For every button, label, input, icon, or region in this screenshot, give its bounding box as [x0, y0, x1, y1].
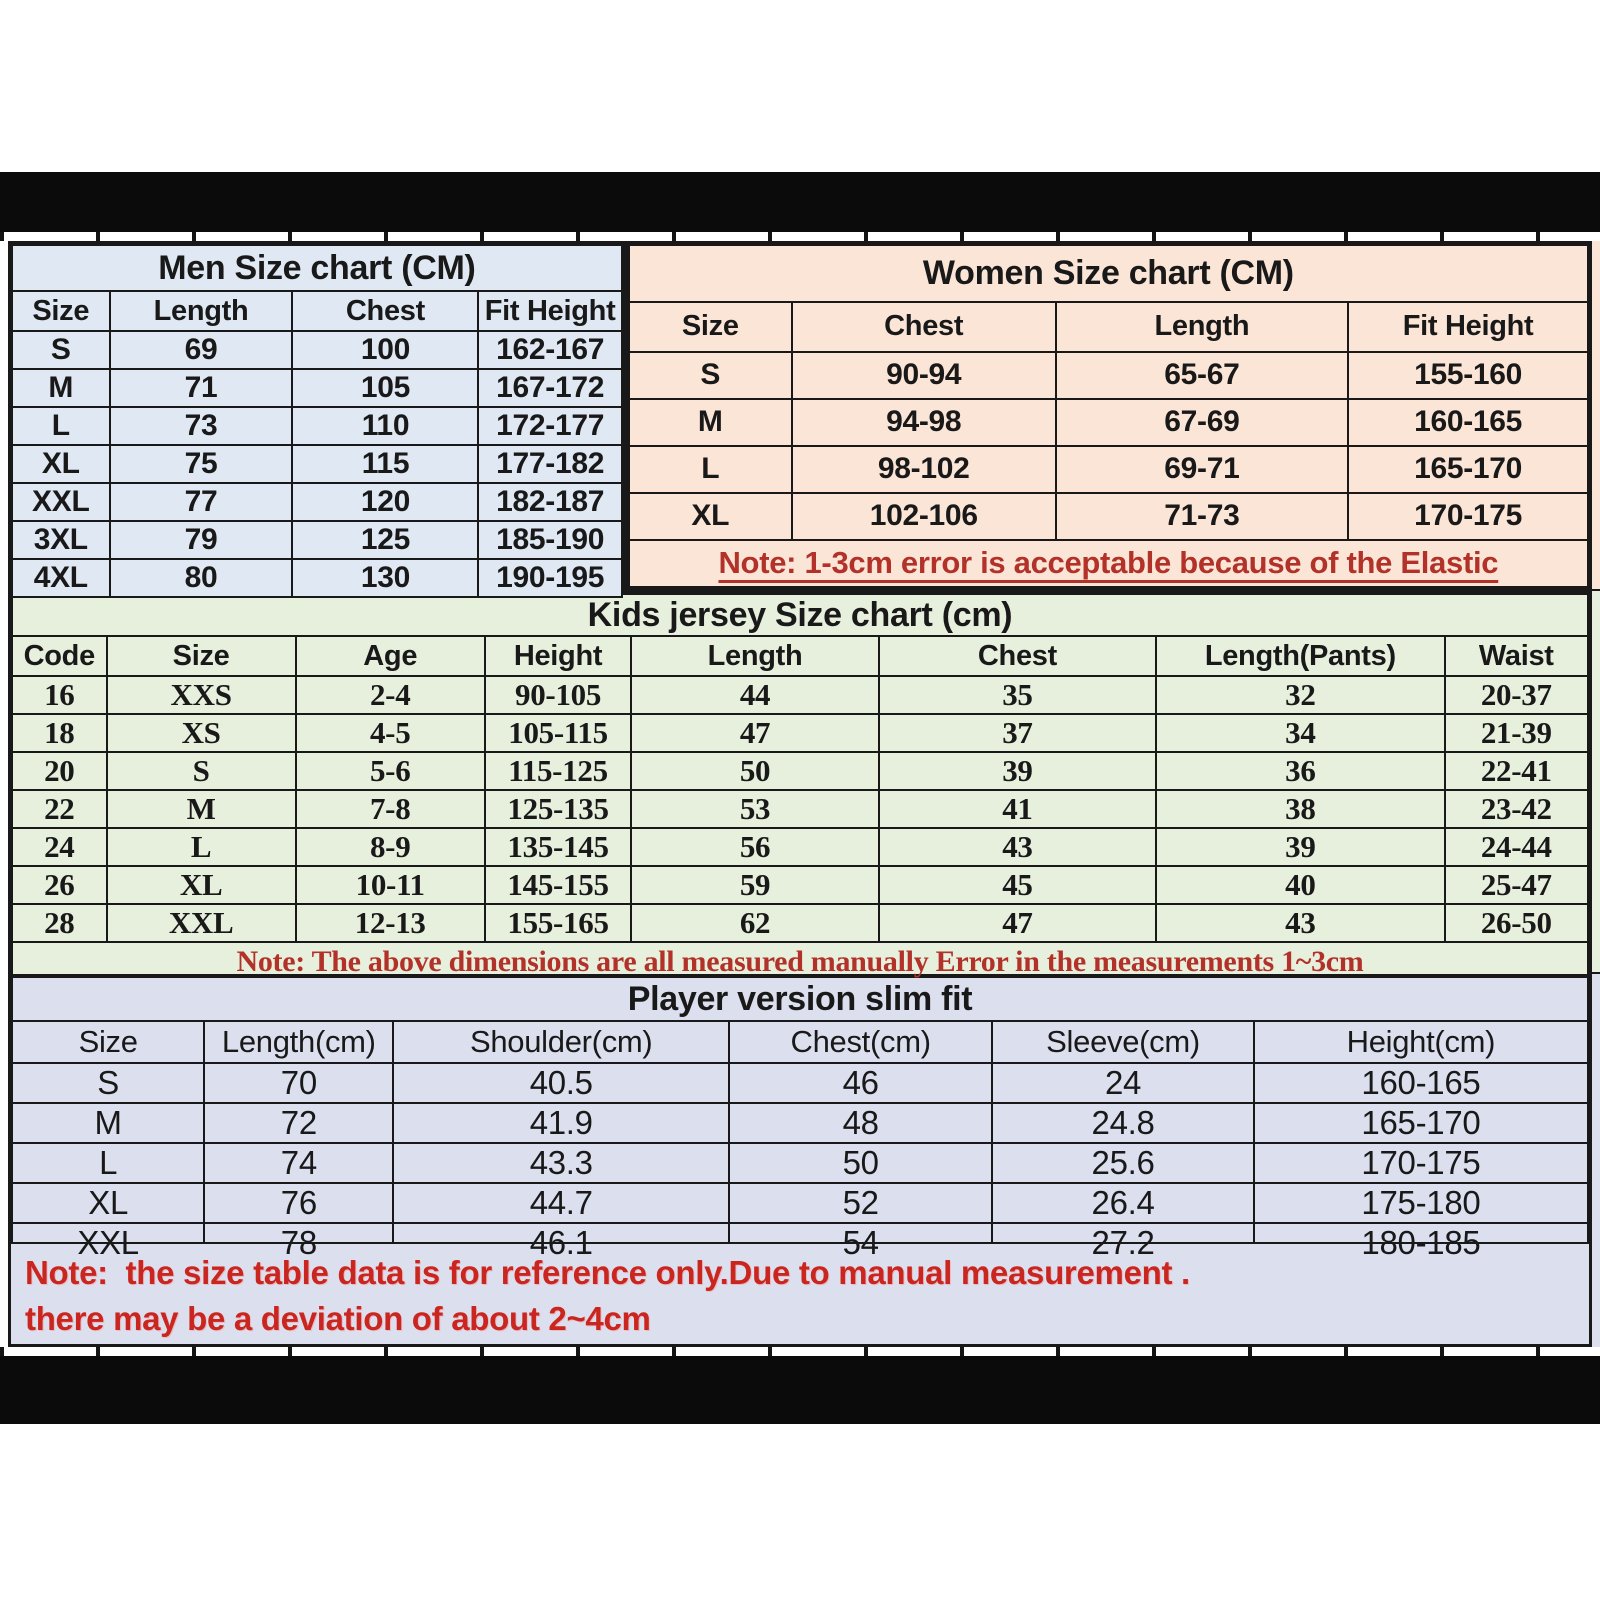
column-header: Height: [485, 636, 632, 676]
cell: 182-187: [478, 483, 621, 521]
cell: 38: [1156, 790, 1444, 828]
table-row: [12, 636, 1588, 676]
cell: S: [107, 752, 296, 790]
cell: L: [12, 1143, 204, 1183]
table-row: [12, 942, 1588, 982]
cell: S: [629, 352, 792, 399]
cell: 50: [631, 752, 878, 790]
bottom-tick-strip: [0, 1347, 1600, 1356]
cell: 32: [1156, 676, 1444, 714]
cell: 23-42: [1445, 790, 1588, 828]
cell: XL: [12, 445, 110, 483]
table-row: [629, 493, 1588, 540]
table-row: [12, 866, 1588, 904]
column-header: Chest: [292, 291, 478, 331]
table-row: [12, 594, 1588, 636]
cell: 105: [292, 369, 478, 407]
cell: 162-167: [478, 331, 621, 369]
cell: 34: [1156, 714, 1444, 752]
cell: 40.5: [393, 1063, 729, 1103]
kids-table-body: [12, 676, 1588, 942]
cell: 39: [879, 752, 1156, 790]
men-table-title: Men Size chart (CM): [12, 245, 622, 291]
cell: 185-190: [478, 521, 621, 559]
table-row: [12, 521, 622, 559]
cell: 110: [292, 407, 478, 445]
footer-note: [8, 1242, 1592, 1347]
column-header: Length: [631, 636, 878, 676]
table-row: [12, 1103, 1588, 1143]
cell: M: [12, 1103, 204, 1143]
cell: 25.6: [992, 1143, 1254, 1183]
cell: 8-9: [296, 828, 485, 866]
men-size-table: [11, 244, 623, 598]
table-row: [12, 1021, 1588, 1063]
column-header: Length(Pants): [1156, 636, 1444, 676]
cell: 115: [292, 445, 478, 483]
cell: 175-180: [1254, 1183, 1588, 1223]
player-table-body: [12, 1063, 1588, 1263]
table-row: [629, 399, 1588, 446]
cell: 47: [631, 714, 878, 752]
cell: 16: [12, 676, 107, 714]
women-size-chart-section: [626, 241, 1592, 591]
cell: 145-155: [485, 866, 632, 904]
column-header: Size: [12, 1021, 204, 1063]
cell: 10-11: [296, 866, 485, 904]
cell: 4-5: [296, 714, 485, 752]
cell: 44: [631, 676, 878, 714]
cell: 36: [1156, 752, 1444, 790]
cell: 135-145: [485, 828, 632, 866]
kids-note: Note: The above dimensions are all measured manually Error in the measurements 1~3cm: [12, 942, 1588, 982]
cell: XL: [12, 1183, 204, 1223]
table-row: [12, 331, 622, 369]
table-row: [12, 559, 622, 597]
player-table-title: Player version slim fit: [12, 977, 1588, 1021]
cell: XXL: [12, 483, 110, 521]
table-row: [12, 245, 622, 291]
player-size-table: [11, 976, 1589, 1264]
table-row: [12, 291, 622, 331]
right-sliver-player: [1592, 974, 1600, 1347]
cell: XXL: [12, 1223, 204, 1263]
cell: 165-170: [1348, 446, 1588, 493]
bottom-black-bar: [0, 1356, 1600, 1424]
cell: 26: [12, 866, 107, 904]
cell: 40: [1156, 866, 1444, 904]
cell: 44.7: [393, 1183, 729, 1223]
cell: 105-115: [485, 714, 632, 752]
column-header: Sleeve(cm): [992, 1021, 1254, 1063]
cell: 4XL: [12, 559, 110, 597]
table-row: [12, 1183, 1588, 1223]
cell: XL: [629, 493, 792, 540]
cell: 90-94: [792, 352, 1056, 399]
cell: 170-175: [1348, 493, 1588, 540]
cell: XXS: [107, 676, 296, 714]
cell: 120: [292, 483, 478, 521]
cell: 41: [879, 790, 1156, 828]
cell: 79: [110, 521, 293, 559]
cell: 54: [729, 1223, 992, 1263]
cell: 75: [110, 445, 293, 483]
cell: 43: [879, 828, 1156, 866]
cell: 27.2: [992, 1223, 1254, 1263]
women-table-title: Women Size chart (CM): [629, 245, 1588, 302]
cell: 2-4: [296, 676, 485, 714]
cell: 65-67: [1056, 352, 1349, 399]
kids-size-table: [11, 593, 1589, 983]
kids-table-title: Kids jersey Size chart (cm): [12, 594, 1588, 636]
column-header: Length: [110, 291, 293, 331]
table-row: [12, 676, 1588, 714]
cell: 43.3: [393, 1143, 729, 1183]
cell: 7-8: [296, 790, 485, 828]
cell: 46.1: [393, 1223, 729, 1263]
cell: L: [107, 828, 296, 866]
table-row: [12, 407, 622, 445]
right-edge-sliver: [1592, 241, 1600, 1347]
cell: 35: [879, 676, 1156, 714]
women-note-text: Note: 1-3cm error is acceptable because of the Elastic: [718, 545, 1499, 581]
cell: 26-50: [1445, 904, 1588, 942]
cell: 20-37: [1445, 676, 1588, 714]
cell: 56: [631, 828, 878, 866]
table-row: [12, 369, 622, 407]
cell: 80: [110, 559, 293, 597]
cell: 170-175: [1254, 1143, 1588, 1183]
cell: 28: [12, 904, 107, 942]
cell: 155-165: [485, 904, 632, 942]
cell: 53: [631, 790, 878, 828]
cell: 39: [1156, 828, 1444, 866]
cell: S: [12, 331, 110, 369]
column-header: Length(cm): [204, 1021, 393, 1063]
cell: 165-170: [1254, 1103, 1588, 1143]
cell: 67-69: [1056, 399, 1349, 446]
cell: M: [107, 790, 296, 828]
table-row: [629, 245, 1588, 302]
cell: 160-165: [1254, 1063, 1588, 1103]
column-header: Chest: [792, 302, 1056, 352]
cell: 115-125: [485, 752, 632, 790]
cell: 25-47: [1445, 866, 1588, 904]
footer-note-line1: Note: the size table data is for reference only.Due to manual measurement .: [25, 1254, 1190, 1291]
cell: 102-106: [792, 493, 1056, 540]
cell: 43: [1156, 904, 1444, 942]
cell: 72: [204, 1103, 393, 1143]
table-row: [12, 483, 622, 521]
cell: 47: [879, 904, 1156, 942]
column-header: Chest: [879, 636, 1156, 676]
top-tick-strip: [0, 232, 1600, 241]
table-row: [629, 302, 1588, 352]
cell: 24: [12, 828, 107, 866]
cell: M: [629, 399, 792, 446]
table-row: [12, 1063, 1588, 1103]
column-header: Age: [296, 636, 485, 676]
cell: 26.4: [992, 1183, 1254, 1223]
column-header: Size: [12, 291, 110, 331]
cell: L: [12, 407, 110, 445]
cell: 167-172: [478, 369, 621, 407]
right-sliver-women: [1592, 241, 1600, 591]
cell: 12-13: [296, 904, 485, 942]
size-chart-content: [8, 241, 1592, 1347]
cell: 74: [204, 1143, 393, 1183]
table-row: [12, 714, 1588, 752]
cell: M: [12, 369, 110, 407]
cell: 125-135: [485, 790, 632, 828]
column-header: Waist: [1445, 636, 1588, 676]
cell: 71-73: [1056, 493, 1349, 540]
cell: 100: [292, 331, 478, 369]
cell: 94-98: [792, 399, 1056, 446]
table-row: [12, 445, 622, 483]
men-size-chart-section: [8, 241, 626, 594]
column-header: Code: [12, 636, 107, 676]
cell: 69: [110, 331, 293, 369]
footer-note-line2: there may be a deviation of about 2~4cm: [25, 1300, 651, 1338]
cell: 160-165: [1348, 399, 1588, 446]
cell: 78: [204, 1223, 393, 1263]
cell: 3XL: [12, 521, 110, 559]
column-header: Shoulder(cm): [393, 1021, 729, 1063]
cell: 50: [729, 1143, 992, 1183]
men-table-body: [12, 331, 622, 597]
table-row: [629, 352, 1588, 399]
cell: 22: [12, 790, 107, 828]
women-table-body: [629, 352, 1588, 540]
cell: 70: [204, 1063, 393, 1103]
table-row: [12, 1143, 1588, 1183]
cell: 20: [12, 752, 107, 790]
women-note: [629, 540, 1588, 587]
column-header: Length: [1056, 302, 1349, 352]
column-header: Height(cm): [1254, 1021, 1588, 1063]
cell: S: [12, 1063, 204, 1103]
cell: 177-182: [478, 445, 621, 483]
cell: 37: [879, 714, 1156, 752]
cell: 24.8: [992, 1103, 1254, 1143]
table-row: [12, 752, 1588, 790]
cell: 69-71: [1056, 446, 1349, 493]
cell: 77: [110, 483, 293, 521]
cell: 18: [12, 714, 107, 752]
column-header: Size: [629, 302, 792, 352]
top-black-bar: [0, 172, 1600, 232]
table-row: [629, 540, 1588, 587]
cell: XS: [107, 714, 296, 752]
column-header: Size: [107, 636, 296, 676]
women-size-table: [628, 244, 1589, 588]
cell: 59: [631, 866, 878, 904]
cell: 180-185: [1254, 1223, 1588, 1263]
kids-size-chart-section: [8, 591, 1592, 978]
table-row: [12, 977, 1588, 1021]
cell: 24-44: [1445, 828, 1588, 866]
table-row: [12, 790, 1588, 828]
table-row: [12, 828, 1588, 866]
player-version-section: [8, 974, 1592, 1261]
cell: 90-105: [485, 676, 632, 714]
cell: L: [629, 446, 792, 493]
cell: 45: [879, 866, 1156, 904]
cell: 22-41: [1445, 752, 1588, 790]
cell: 190-195: [478, 559, 621, 597]
cell: 73: [110, 407, 293, 445]
cell: 62: [631, 904, 878, 942]
cell: XXL: [107, 904, 296, 942]
column-header: Fit Height: [1348, 302, 1588, 352]
cell: 172-177: [478, 407, 621, 445]
cell: 48: [729, 1103, 992, 1143]
cell: 24: [992, 1063, 1254, 1103]
table-row: [12, 904, 1588, 942]
cell: 76: [204, 1183, 393, 1223]
column-header: Chest(cm): [729, 1021, 992, 1063]
cell: 5-6: [296, 752, 485, 790]
cell: 98-102: [792, 446, 1056, 493]
cell: 125: [292, 521, 478, 559]
cell: 41.9: [393, 1103, 729, 1143]
column-header: Fit Height: [478, 291, 621, 331]
cell: 71: [110, 369, 293, 407]
cell: 52: [729, 1183, 992, 1223]
adult-charts-row: [8, 241, 1592, 594]
cell: 155-160: [1348, 352, 1588, 399]
right-sliver-kids: [1592, 591, 1600, 974]
cell: 21-39: [1445, 714, 1588, 752]
table-row: [629, 446, 1588, 493]
cell: 46: [729, 1063, 992, 1103]
cell: 130: [292, 559, 478, 597]
cell: XL: [107, 866, 296, 904]
